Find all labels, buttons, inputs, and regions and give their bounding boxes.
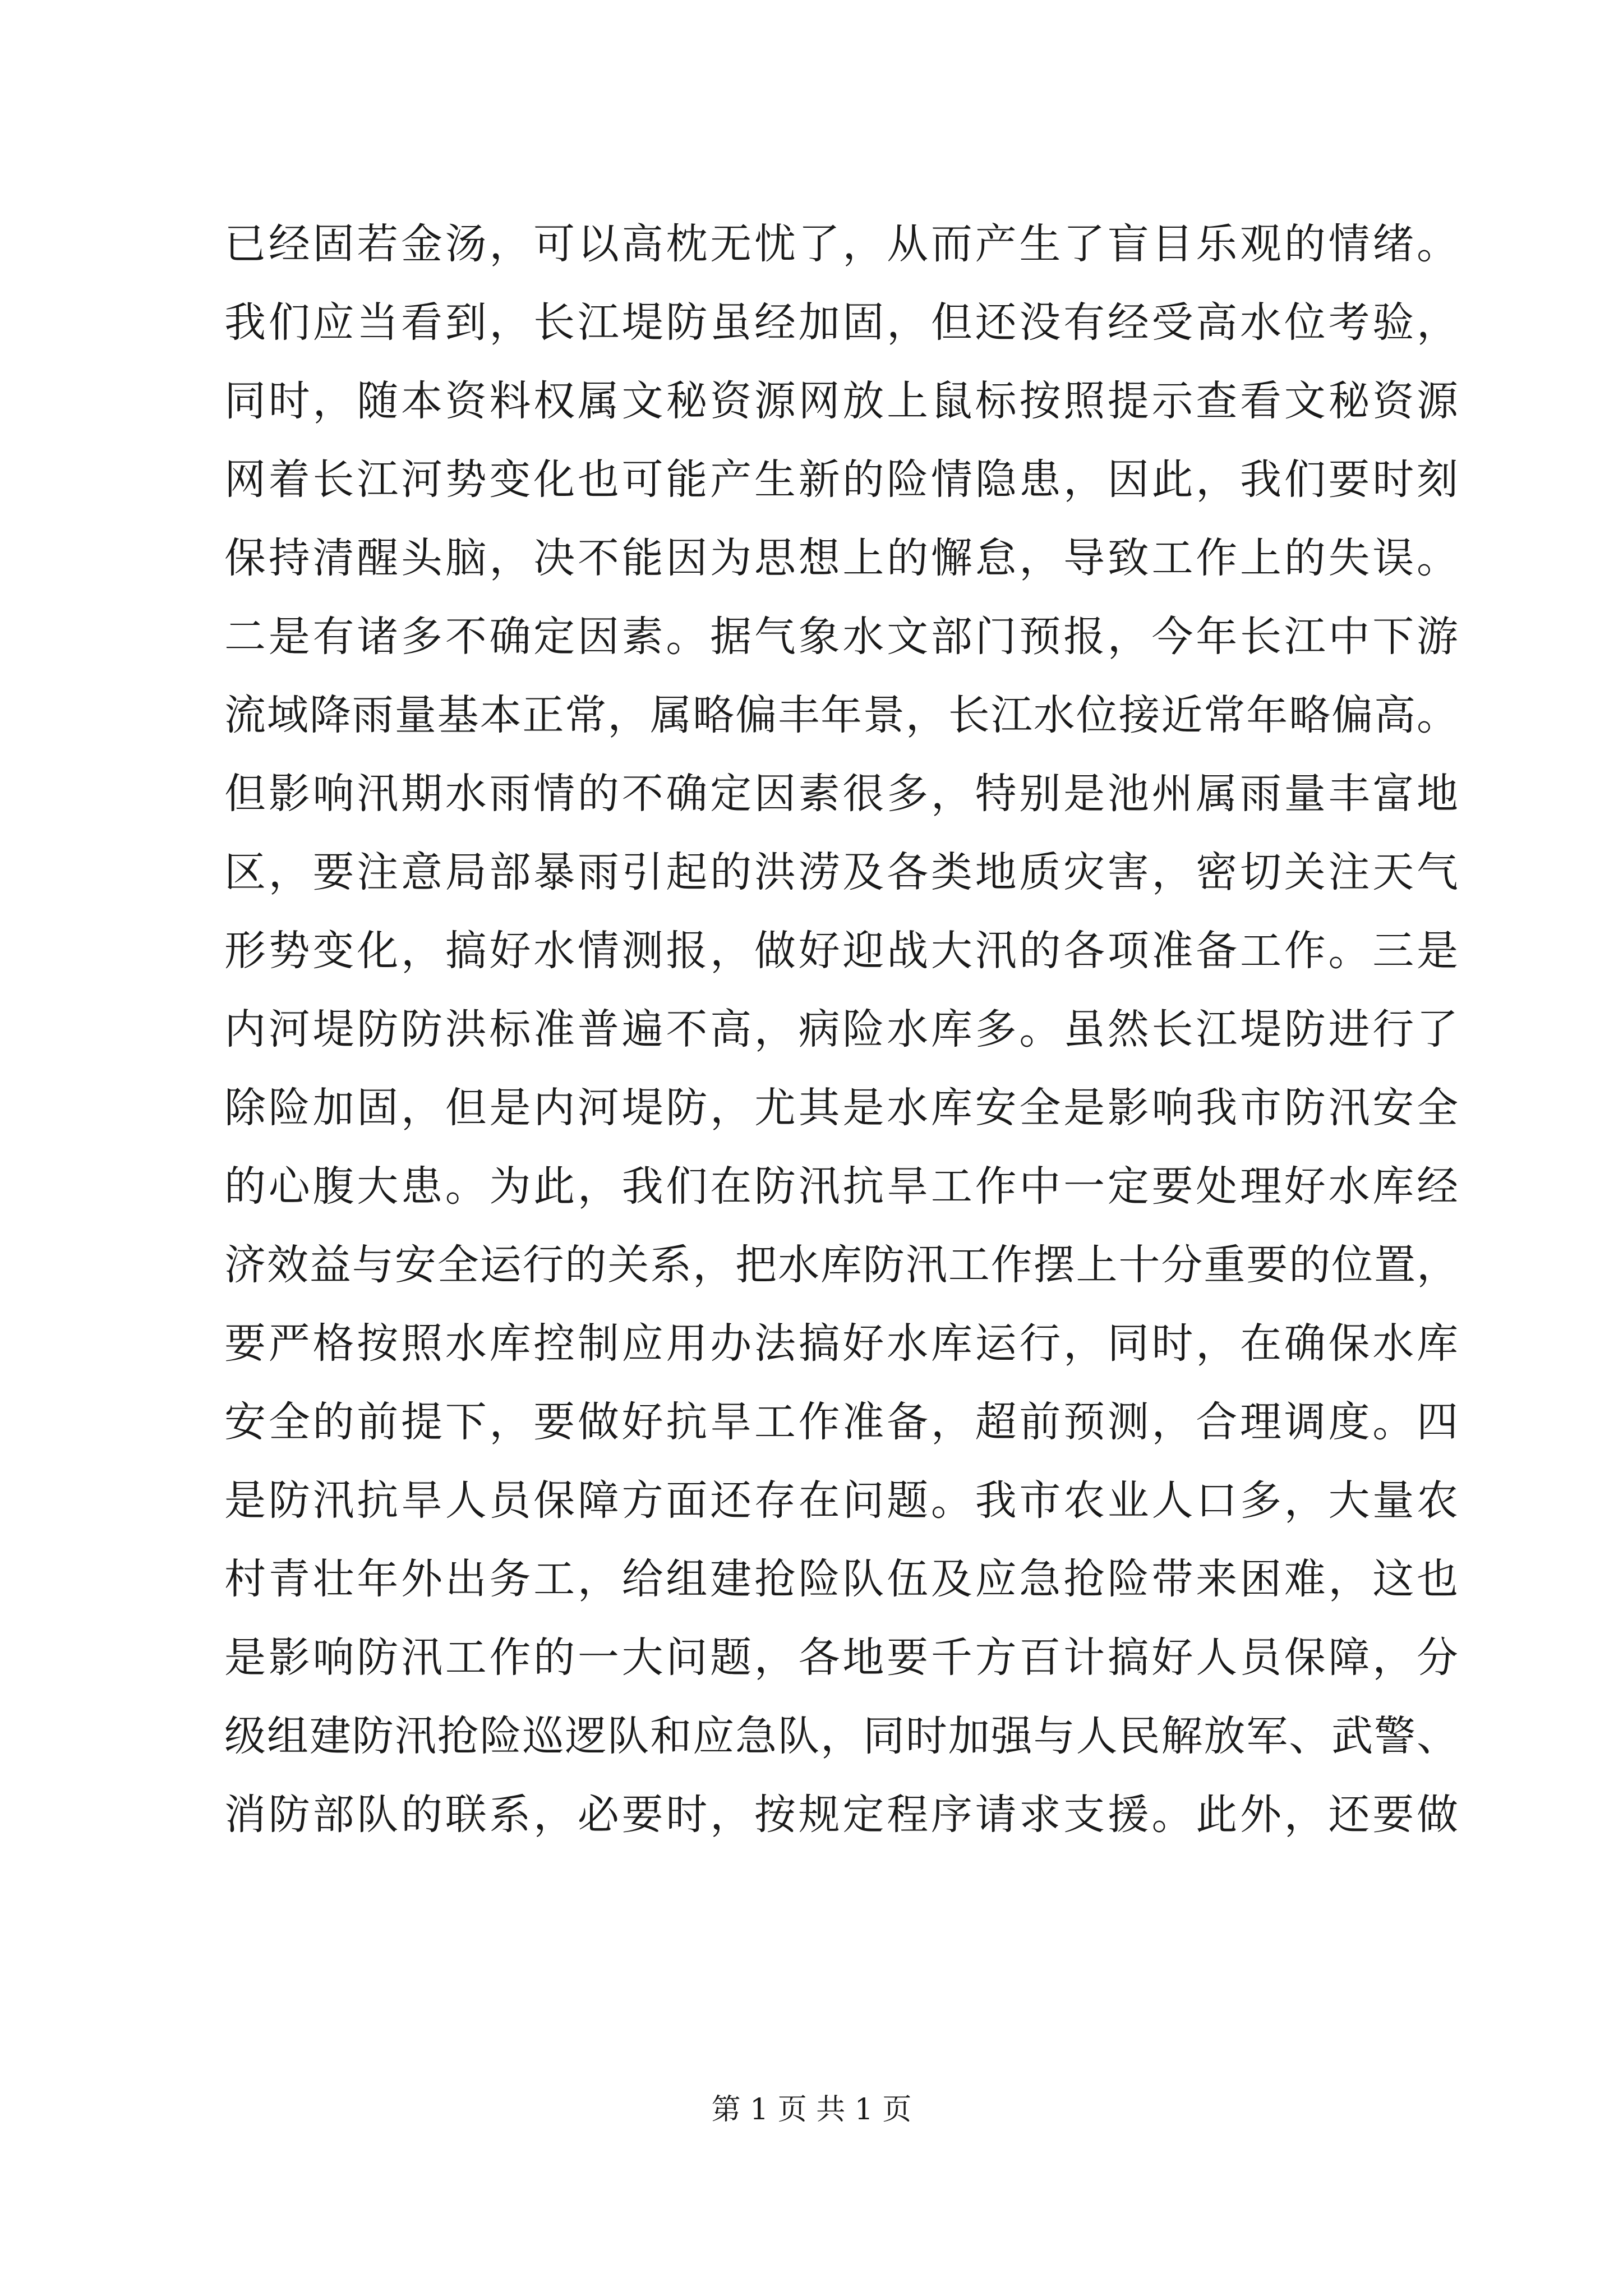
- body-text: [224, 205, 1458, 1854]
- text-line: 级组建防汛抢险巡逻队和应急队，同时加强与人民解放军、武警、: [224, 1712, 1458, 1760]
- text-line: 已经固若金汤，可以高枕无忧了，从而产生了盲目乐观的情绪。: [224, 220, 1458, 268]
- text-line: 是防汛抗旱人员保障方面还存在问题。我市农业人口多，大量农: [224, 1476, 1458, 1525]
- text-line: 二是有诸多不确定因素。据气象水文部门预报，今年长江中下游: [224, 613, 1458, 661]
- text-line: 内河堤防防洪标准普遍不高，病险水库多。虽然长江堤防进行了: [224, 1005, 1458, 1053]
- text-line: 消防部队的联系，必要时，按规定程序请求支援。此外，还要做: [224, 1791, 1458, 1839]
- text-line: 区，要注意局部暴雨引起的洪涝及各类地质灾害，密切关注天气: [224, 848, 1458, 896]
- text-line: 形势变化，搞好水情测报，做好迎战大汛的各项准备工作。三是: [224, 927, 1458, 975]
- text-line: 同时，随本资料权属文秘资源网放上鼠标按照提示查看文秘资源: [224, 377, 1458, 425]
- page-number: 第 1 页 共 1 页: [711, 2093, 912, 2127]
- text-line: 是影响防汛工作的一大问题，各地要千方百计搞好人员保障，分: [224, 1634, 1458, 1682]
- text-line: 流域降雨量基本正常，属略偏丰年景，长江水位接近常年略偏高。: [224, 691, 1458, 739]
- text-line: 要严格按照水库控制应用办法搞好水库运行，同时，在确保水库: [224, 1319, 1458, 1368]
- text-line: 的心腹大患。为此，我们在防汛抗旱工作中一定要处理好水库经: [224, 1162, 1458, 1211]
- text-line: 安全的前提下，要做好抗旱工作准备，超前预测，合理调度。四: [224, 1398, 1458, 1446]
- text-line: 我们应当看到，长江堤防虽经加固，但还没有经受高水位考验，: [224, 298, 1458, 347]
- text-line: 网着长江河势变化也可能产生新的险情隐患，因此，我们要时刻: [224, 455, 1458, 504]
- page-footer: [0, 2086, 1623, 2128]
- text-line: 济效益与安全运行的关系，把水库防汛工作摆上十分重要的位置，: [224, 1241, 1458, 1289]
- text-line: 保持清醒头脑，决不能因为思想上的懈怠，导致工作上的失误。: [224, 534, 1458, 582]
- text-line: 除险加固，但是内河堤防，尤其是水库安全是影响我市防汛安全: [224, 1084, 1458, 1132]
- text-line: 但影响汛期水雨情的不确定因素很多，特别是池州属雨量丰富地: [224, 770, 1458, 818]
- text-line: 村青壮年外出务工，给组建抢险队伍及应急抢险带来困难，这也: [224, 1555, 1458, 1603]
